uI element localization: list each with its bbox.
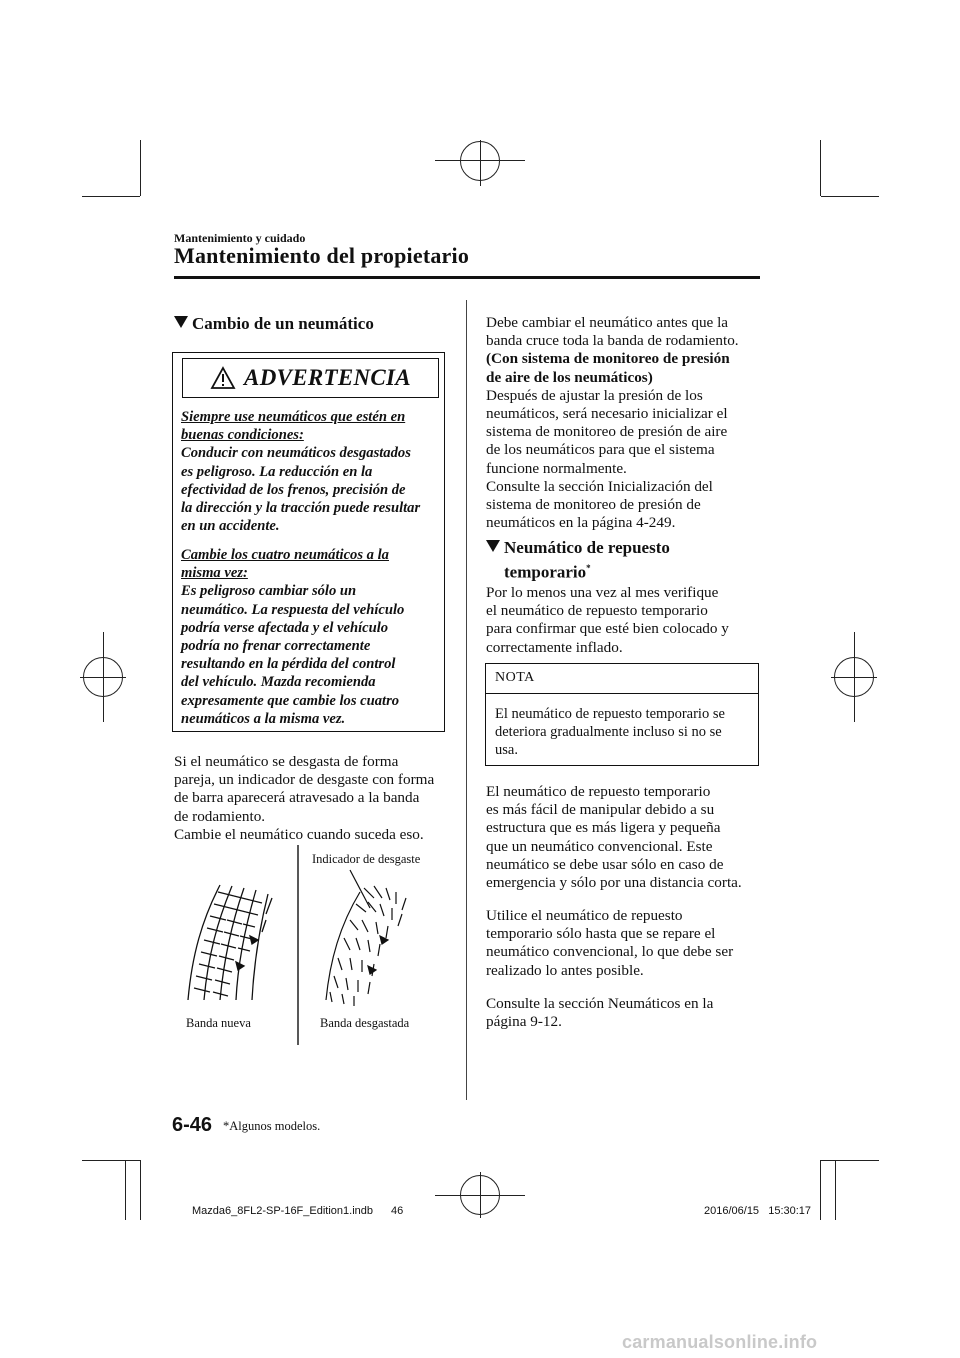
reference-paragraph: Consulte la sección Neumáticos en la página 9-12. [486,995,714,1031]
spare-check-paragraph: Por lo menos una vez al mes verifique el neumático de repuesto temporario para confirmar que esté bien colocado y correctamente inflado. [486,584,729,656]
spare-usage-paragraph: Utilice el neumático de repuesto temporario sólo hasta que se repare el neumático convencional, lo que debe ser realizado lo antes posible. [486,907,734,979]
label-new-tread: Banda nueva [186,1016,251,1030]
replace-paragraph: Debe cambiar el neumático antes que la banda cruce toda la banda de rodamiento. (Con sistema de monitoreo de presión de aire de los neumáticos) Después de ajustar la presión de los neumáticos, será necesario inicializar el sistema de monitoreo de presión de aire de los neumáticos para que el sistema funcione normalmente. Consulte la sección Inicialización del sistema de monitoreo de presión de neumáticos en la página 4-249. [486,314,761,532]
note-divider [485,693,759,694]
wear-indicator-paragraph: Si el neumático se desgasta de forma pareja, un indicador de desgaste con forma de barra aparecerá atravesado a la banda de rodamiento. Cambie el neumático cuando suceda eso. [174,753,435,843]
warning-triangle-icon [210,366,236,390]
tpms-subheading: (Con sistema de monitoreo de presión [486,350,730,368]
new-tread-icon [188,885,272,1000]
heading-spare-tire: Neumático de repuesto temporario* [486,538,670,583]
note-text: El neumático de repuesto temporario se deteriora gradualmente incluso si no se usa. [495,706,725,758]
column-divider [466,300,467,1100]
print-page-number: 46 [391,1205,404,1217]
label-wear-indicator: Indicador de desgaste [312,852,421,866]
header-rule [174,276,760,279]
warning-header: ADVERTENCIA [182,358,439,398]
label-worn-tread: Banda desgastada [320,1016,410,1030]
print-timestamp: 2016/06/15 15:30:17 [704,1205,812,1217]
spare-description-paragraph: El neumático de repuesto temporario es más fácil de manipular debido a su estructura que es más ligera y pequeña que un neumático convencional. Este neumático se debe usar sólo en caso de emergencia y sólo por una distancia corta. [486,783,742,892]
page-title: Mantenimiento del propietario [174,243,470,268]
print-file-name: Mazda6_8FL2-SP-16F_Edition1.indb [192,1205,374,1217]
warning-item-2: Cambie los cuatro neumáticos a la misma vez: Es peligroso cambiar sólo un neumático. La respuesta del vehículo podría verse afectada y el vehículo podría no frenar correctamente resultando en la pérdida del control del vehículo. Mazda recomienda expresamente que cambie los cuatro neumáticos a la misma vez. [181,547,405,727]
note-label: NOTA [495,670,535,685]
watermark: carmanualsonline.info [622,1332,818,1352]
page-number: 6-46 [172,1114,213,1136]
worn-tread-icon [326,870,406,1006]
section-label: Mantenimiento y cuidado [174,231,306,245]
heading-tire-change: Cambio de un neumático [174,314,374,334]
footnote: *Algunos modelos. [223,1119,321,1133]
warning-item-1: Siempre use neumáticos que estén en buenas condiciones: Conducir con neumáticos desgastados es peligroso. La reducción en la efectividad de los frenos, precisión de la dirección y la tracción puede resultar en un accidente. [181,409,421,535]
triangle-bullet-icon [486,540,500,552]
triangle-bullet-icon [174,316,188,328]
